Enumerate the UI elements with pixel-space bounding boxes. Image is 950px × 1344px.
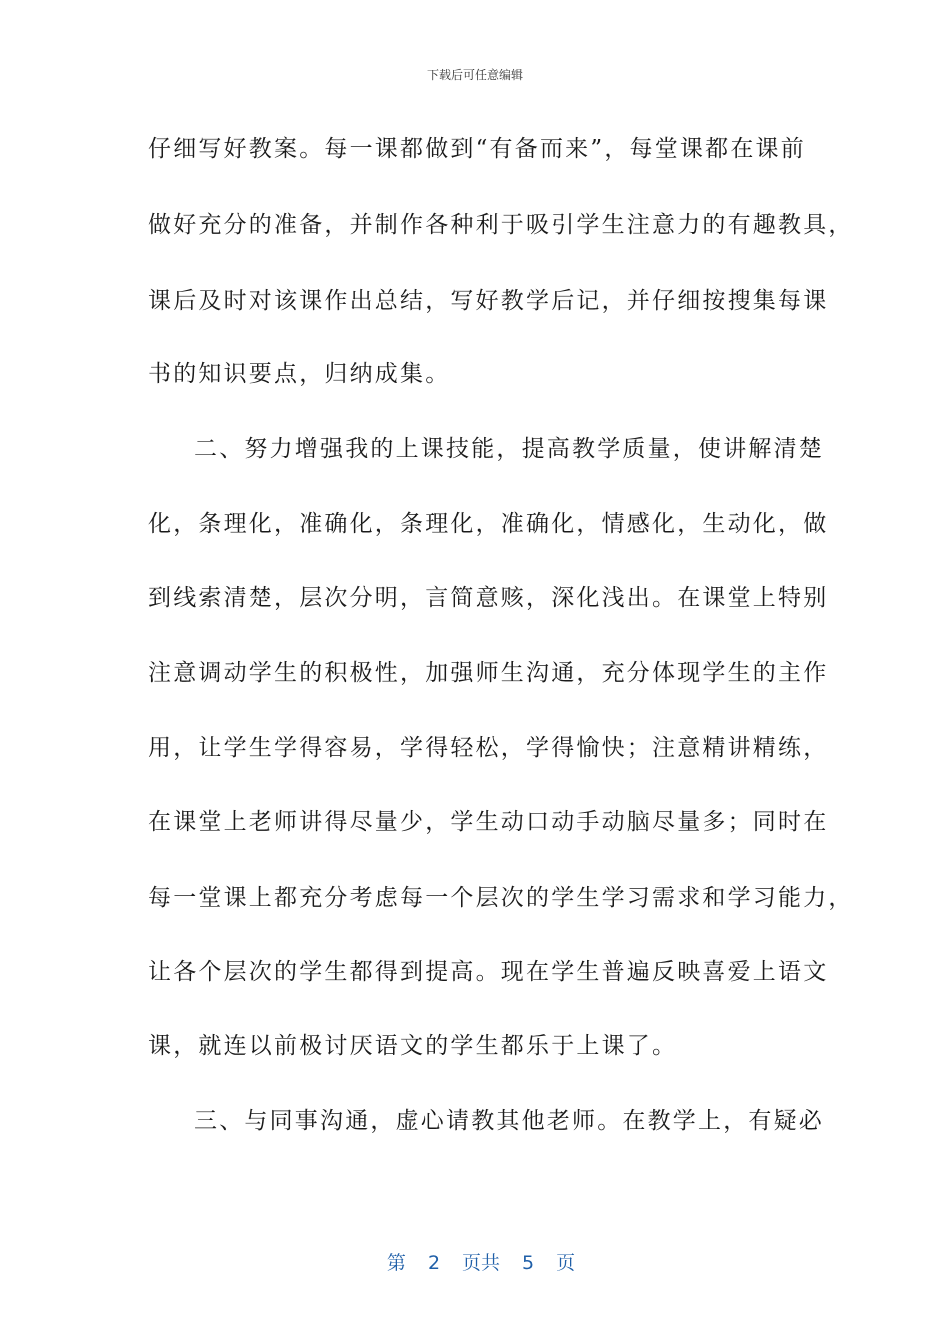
text-line: 每一堂课上都充分考虑每一个层次的学生学习需求和学习能力， [148,885,854,911]
text-line: 课，就连以前极讨厌语文的学生都乐于上课了。 [148,1033,678,1059]
text-line: 注意调动学生的积极性，加强师生沟通，充分体现学生的主作 [148,660,829,686]
text-line: 二、努力增强我的上课技能，提高教学质量，使讲解清楚 [194,436,824,462]
text-line: 做好充分的准备，并制作各种利于吸引学生注意力的有趣教具， [148,212,854,238]
page-header: 下载后可任意编辑 [426,68,523,82]
page-footer [0,1226,950,1275]
footer-current-page: 2 [427,1252,441,1274]
text-line: 到线索清楚，层次分明，言简意赅，深化浅出。在课堂上特别 [148,585,829,611]
text-line: 课后及时对该课作出总结，写好教学后记，并仔细按搜集每课 [148,288,829,314]
text-line: 书的知识要点，归纳成集。 [148,361,451,387]
footer-total-pages: 5 [522,1252,535,1274]
text-line: 化，条理化，准确化，条理化，准确化，情感化，生动化，做 [148,511,829,537]
footer-prefix: 第 [386,1252,406,1274]
footer-middle: 页共 [462,1252,501,1274]
text-line: 让各个层次的学生都得到提高。现在学生普遍反映喜爱上语文 [148,959,829,985]
text-line: 三、与同事沟通，虚心请教其他老师。在教学上，有疑必 [194,1108,824,1134]
footer-suffix: 页 [556,1252,576,1274]
text-line: 在课堂上老师讲得尽量少，学生动口动手动脑尽量多；同时在 [148,809,829,835]
text-line: 仔细写好教案。每一课都做到“有备而来”，每堂课都在课前 [148,136,806,162]
text-line: 用，让学生学得容易，学得轻松，学得愉快；注意精讲精练， [148,735,829,761]
